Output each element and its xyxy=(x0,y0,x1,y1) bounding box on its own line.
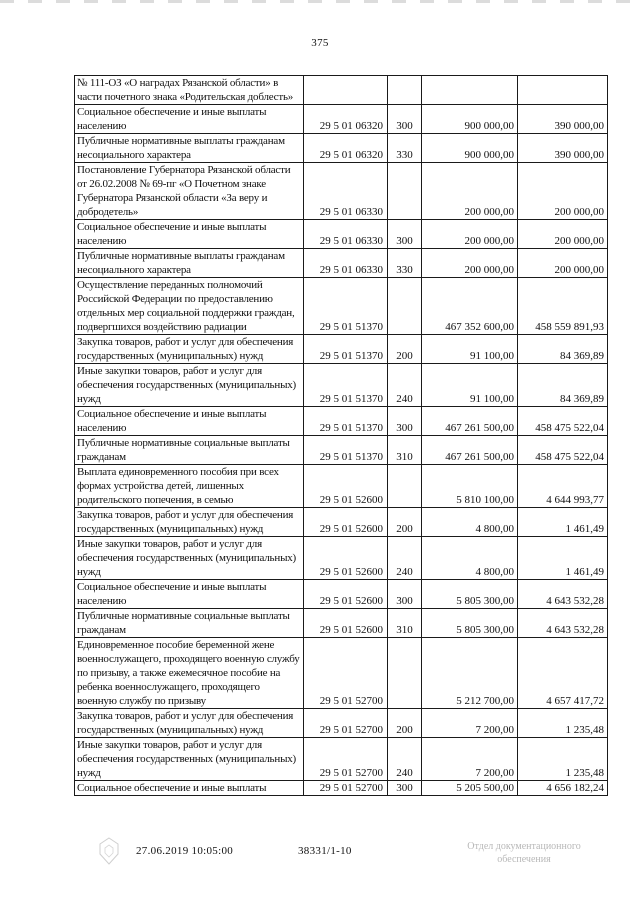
actual-amount-cell: 390 000,00 xyxy=(518,105,608,134)
expense-type-cell xyxy=(388,465,422,508)
planned-amount-cell: 467 352 600,00 xyxy=(422,278,518,335)
target-code-cell: 29 5 01 06320 xyxy=(304,134,388,163)
planned-amount-cell: 4 800,00 xyxy=(422,508,518,537)
table-row xyxy=(75,738,608,781)
expense-name-cell: Публичные нормативные социальные выплаты гражданам xyxy=(75,609,304,638)
planned-amount-cell: 5 805 300,00 xyxy=(422,580,518,609)
actual-amount-cell: 458 475 522,04 xyxy=(518,436,608,465)
table-row xyxy=(75,436,608,465)
stamp-line-1: Отдел документационного xyxy=(467,841,581,852)
actual-amount-cell: 1 461,49 xyxy=(518,508,608,537)
table-row xyxy=(75,508,608,537)
table-row xyxy=(75,407,608,436)
target-code-cell: 29 5 01 52700 xyxy=(304,638,388,709)
budget-table xyxy=(74,75,608,796)
planned-amount-cell: 900 000,00 xyxy=(422,105,518,134)
planned-amount-cell: 467 261 500,00 xyxy=(422,407,518,436)
table-row xyxy=(75,781,608,796)
expense-name-cell: Социальное обеспечение и иные выплаты населению xyxy=(75,105,304,134)
expense-type-cell: 330 xyxy=(388,134,422,163)
actual-amount-cell: 200 000,00 xyxy=(518,163,608,220)
table-row xyxy=(75,638,608,709)
expense-name-cell: Публичные нормативные социальные выплаты гражданам xyxy=(75,436,304,465)
planned-amount-cell: 91 100,00 xyxy=(422,364,518,407)
expense-type-cell: 240 xyxy=(388,364,422,407)
expense-type-cell xyxy=(388,76,422,105)
expense-type-cell xyxy=(388,163,422,220)
target-code-cell xyxy=(304,76,388,105)
planned-amount-cell: 7 200,00 xyxy=(422,709,518,738)
stamp-line-2: обеспечения xyxy=(497,854,551,865)
scan-edge xyxy=(0,0,640,3)
actual-amount-cell: 458 475 522,04 xyxy=(518,407,608,436)
actual-amount-cell: 458 559 891,93 xyxy=(518,278,608,335)
expense-type-cell: 300 xyxy=(388,580,422,609)
planned-amount-cell: 5 205 500,00 xyxy=(422,781,518,796)
table-row xyxy=(75,364,608,407)
planned-amount-cell: 200 000,00 xyxy=(422,220,518,249)
expense-name-cell: Иные закупки товаров, работ и услуг для обеспечения государственных (муниципальных) нужд xyxy=(75,364,304,407)
planned-amount-cell: 91 100,00 xyxy=(422,335,518,364)
expense-name-cell: Постановление Губернатора Рязанской области от 26.02.2008 № 69-пг «О Почетном знаке Губернатора Рязанской области «За веру и добродетель» xyxy=(75,163,304,220)
table-row xyxy=(75,335,608,364)
target-code-cell: 29 5 01 52600 xyxy=(304,580,388,609)
budget-table-body xyxy=(75,76,608,796)
expense-type-cell: 300 xyxy=(388,105,422,134)
planned-amount-cell: 5 805 300,00 xyxy=(422,609,518,638)
target-code-cell: 29 5 01 52700 xyxy=(304,781,388,796)
target-code-cell: 29 5 01 52700 xyxy=(304,709,388,738)
planned-amount-cell xyxy=(422,76,518,105)
expense-name-cell: Иные закупки товаров, работ и услуг для обеспечения государственных (муниципальных) нужд xyxy=(75,738,304,781)
planned-amount-cell: 200 000,00 xyxy=(422,163,518,220)
target-code-cell: 29 5 01 52700 xyxy=(304,738,388,781)
expense-type-cell: 330 xyxy=(388,249,422,278)
actual-amount-cell: 390 000,00 xyxy=(518,134,608,163)
table-row xyxy=(75,278,608,335)
table-row xyxy=(75,163,608,220)
target-code-cell: 29 5 01 52600 xyxy=(304,465,388,508)
page-number: 375 xyxy=(311,37,329,49)
expense-type-cell: 300 xyxy=(388,220,422,249)
planned-amount-cell: 467 261 500,00 xyxy=(422,436,518,465)
expense-name-cell: Единовременное пособие беременной жене военнослужащего, проходящего военную службу по призыву, а также ежемесячное пособие на ребенка военнослужащего, проходящего военную службу по призыву xyxy=(75,638,304,709)
expense-name-cell: Закупка товаров, работ и услуг для обеспечения государственных (муниципальных) нужд xyxy=(75,709,304,738)
actual-amount-cell: 1 461,49 xyxy=(518,537,608,580)
expense-type-cell xyxy=(388,278,422,335)
footer-date: 27.06.2019 10:05:00 xyxy=(136,845,234,857)
expense-name-cell: Социальное обеспечение и иные выплаты населению xyxy=(75,580,304,609)
expense-type-cell: 240 xyxy=(388,537,422,580)
actual-amount-cell: 4 657 417,72 xyxy=(518,638,608,709)
expense-name-cell: Социальное обеспечение и иные выплаты населению xyxy=(75,407,304,436)
table-row xyxy=(75,709,608,738)
table-row xyxy=(75,249,608,278)
table-row xyxy=(75,580,608,609)
expense-type-cell: 200 xyxy=(388,508,422,537)
target-code-cell: 29 5 01 51370 xyxy=(304,364,388,407)
expense-name-cell: Иные закупки товаров, работ и услуг для обеспечения государственных (муниципальных) нужд xyxy=(75,537,304,580)
actual-amount-cell xyxy=(518,76,608,105)
expense-type-cell: 200 xyxy=(388,335,422,364)
planned-amount-cell: 7 200,00 xyxy=(422,738,518,781)
department-stamp xyxy=(444,840,604,866)
actual-amount-cell: 4 643 532,28 xyxy=(518,609,608,638)
actual-amount-cell: 84 369,89 xyxy=(518,335,608,364)
planned-amount-cell: 4 800,00 xyxy=(422,537,518,580)
expense-type-cell: 300 xyxy=(388,407,422,436)
expense-type-cell: 310 xyxy=(388,609,422,638)
target-code-cell: 29 5 01 51370 xyxy=(304,278,388,335)
expense-name-cell: Осуществление переданных полномочий Российской Федерации по предоставлению отдельных мер социальной поддержки граждан, подвергшихся воздействию радиации xyxy=(75,278,304,335)
expense-type-cell: 300 xyxy=(388,781,422,796)
expense-type-cell: 240 xyxy=(388,738,422,781)
expense-name-cell: № 111-ОЗ «О наградах Рязанской области» в части почетного знака «Родительская доблесть» xyxy=(75,76,304,105)
actual-amount-cell: 4 656 182,24 xyxy=(518,781,608,796)
expense-name-cell: Социальное обеспечение и иные выплаты xyxy=(75,781,304,796)
expense-name-cell: Закупка товаров, работ и услуг для обеспечения государственных (муниципальных) нужд xyxy=(75,335,304,364)
target-code-cell: 29 5 01 06330 xyxy=(304,163,388,220)
planned-amount-cell: 5 212 700,00 xyxy=(422,638,518,709)
actual-amount-cell: 200 000,00 xyxy=(518,220,608,249)
planned-amount-cell: 5 810 100,00 xyxy=(422,465,518,508)
actual-amount-cell: 4 644 993,77 xyxy=(518,465,608,508)
target-code-cell: 29 5 01 51370 xyxy=(304,335,388,364)
actual-amount-cell: 1 235,48 xyxy=(518,738,608,781)
actual-amount-cell: 1 235,48 xyxy=(518,709,608,738)
table-row xyxy=(75,609,608,638)
target-code-cell: 29 5 01 06330 xyxy=(304,249,388,278)
expense-name-cell: Публичные нормативные выплаты гражданам несоциального характера xyxy=(75,134,304,163)
table-row xyxy=(75,134,608,163)
actual-amount-cell: 84 369,89 xyxy=(518,364,608,407)
table-row xyxy=(75,465,608,508)
table-row xyxy=(75,220,608,249)
expense-name-cell: Публичные нормативные выплаты гражданам несоциального характера xyxy=(75,249,304,278)
emblem-logo xyxy=(96,836,122,866)
table-row xyxy=(75,76,608,105)
planned-amount-cell: 200 000,00 xyxy=(422,249,518,278)
expense-type-cell: 200 xyxy=(388,709,422,738)
table-row xyxy=(75,537,608,580)
expense-type-cell: 310 xyxy=(388,436,422,465)
actual-amount-cell: 4 643 532,28 xyxy=(518,580,608,609)
target-code-cell: 29 5 01 51370 xyxy=(304,407,388,436)
target-code-cell: 29 5 01 06320 xyxy=(304,105,388,134)
planned-amount-cell: 900 000,00 xyxy=(422,134,518,163)
target-code-cell: 29 5 01 52600 xyxy=(304,609,388,638)
footer-doc-id: 38331/1-10 xyxy=(298,845,352,857)
target-code-cell: 29 5 01 06330 xyxy=(304,220,388,249)
actual-amount-cell: 200 000,00 xyxy=(518,249,608,278)
target-code-cell: 29 5 01 52600 xyxy=(304,537,388,580)
expense-name-cell: Закупка товаров, работ и услуг для обеспечения государственных (муниципальных) нужд xyxy=(75,508,304,537)
table-row xyxy=(75,105,608,134)
expense-name-cell: Выплата единовременного пособия при всех формах устройства детей, лишенных родительского попечения, в семью xyxy=(75,465,304,508)
target-code-cell: 29 5 01 51370 xyxy=(304,436,388,465)
expense-type-cell xyxy=(388,638,422,709)
target-code-cell: 29 5 01 52600 xyxy=(304,508,388,537)
expense-name-cell: Социальное обеспечение и иные выплаты населению xyxy=(75,220,304,249)
